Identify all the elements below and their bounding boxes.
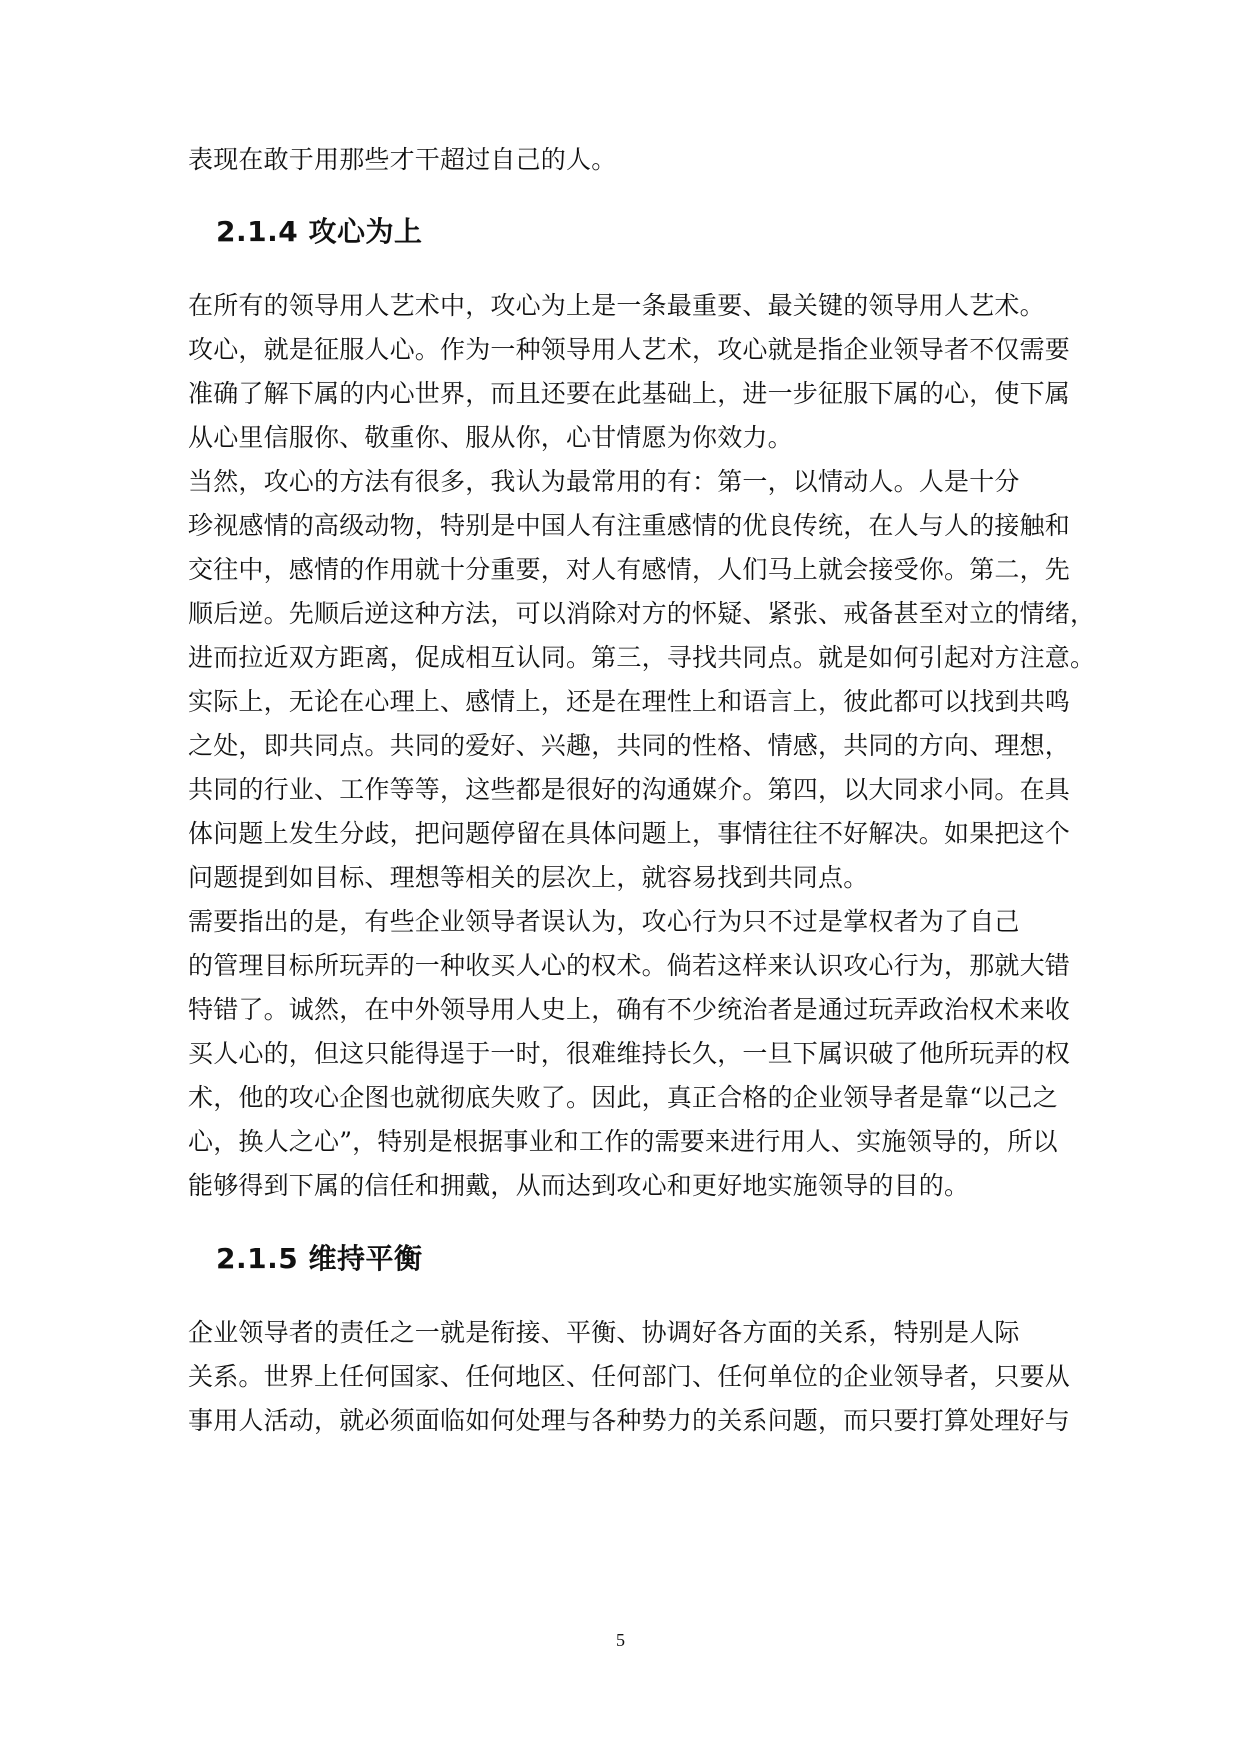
paragraph-line: 事用人活动，就必须面临如何处理与各种势力的关系问题，而只要打算处理好与	[188, 1406, 1071, 1435]
paragraph-line: 需要指出的是，有些企业领导者误认为，攻心行为只不过是掌权者为了自己	[188, 907, 1020, 936]
paragraph-line: 的管理目标所玩弄的一种收买人心的权术。倘若这样来认识攻心行为，那就大错	[188, 951, 1071, 980]
paragraph-line: 之处，即共同点。共同的爱好、兴趣，共同的性格、情感，共同的方向、理想，	[188, 731, 1071, 760]
paragraph-line: 关系。世界上任何国家、任何地区、任何部门、任何单位的企业领导者，只要从	[188, 1362, 1071, 1391]
paragraph-line: 术，他的攻心企图也就彻底失败了。因此，真正合格的企业领导者是靠“以己之	[188, 1083, 1058, 1112]
paragraph-line: 企业领导者的责任之一就是衔接、平衡、协调好各方面的关系，特别是人际	[188, 1318, 1020, 1347]
page-number: 5	[616, 1630, 625, 1650]
paragraph-line: 当然，攻心的方法有很多，我认为最常用的有：第一，以情动人。人是十分	[188, 467, 1020, 496]
paragraph-line: 能够得到下属的信任和拥戴，从而达到攻心和更好地实施领导的目的。	[188, 1171, 970, 1200]
paragraph-line: 心，换人之心”，特别是根据事业和工作的需要来进行用人、实施领导的，所以	[188, 1127, 1058, 1156]
section-heading-2-1-5: 2.1.5 维持平衡	[216, 1242, 423, 1275]
paragraph-line: 表现在敢于用那些才干超过自己的人。	[188, 145, 617, 174]
paragraph-line: 攻心，就是征服人心。作为一种领导用人艺术，攻心就是指企业领导者不仅需要	[188, 335, 1071, 364]
paragraph-line: 买人心的，但这只能得逞于一时，很难维持长久，一旦下属识破了他所玩弄的权	[188, 1039, 1071, 1068]
paragraph-line: 特错了。诚然，在中外领导用人史上，确有不少统治者是通过玩弄政治权术来收	[188, 995, 1071, 1024]
paragraph-line: 珍视感情的高级动物，特别是中国人有注重感情的优良传统，在人与人的接触和	[188, 511, 1071, 540]
paragraph-line: 交往中，感情的作用就十分重要，对人有感情，人们马上就会接受你。第二，先	[188, 555, 1071, 584]
paragraph-line: 问题提到如目标、理想等相关的层次上，就容易找到共同点。	[188, 863, 869, 892]
paragraph-line: 进而拉近双方距离，促成相互认同。第三，寻找共同点。就是如何引起对方注意。	[188, 643, 1096, 672]
paragraph-line: 在所有的领导用人艺术中，攻心为上是一条最重要、最关键的领导用人艺术。	[188, 291, 1045, 320]
section-heading-2-1-4: 2.1.4 攻心为上	[216, 215, 423, 248]
paragraph-line: 实际上，无论在心理上、感情上，还是在理性上和语言上，彼此都可以找到共鸣	[188, 687, 1071, 716]
paragraph-line: 共同的行业、工作等等，这些都是很好的沟通媒介。第四，以大同求小同。在具	[188, 775, 1071, 804]
paragraph-line: 从心里信服你、敬重你、服从你，心甘情愿为你效力。	[188, 423, 793, 452]
paragraph-line: 体问题上发生分歧，把问题停留在具体问题上，事情往往不好解决。如果把这个	[188, 819, 1071, 848]
paragraph-line: 准确了解下属的内心世界，而且还要在此基础上，进一步征服下属的心，使下属	[188, 379, 1071, 408]
paragraph-line: 顺后逆。先顺后逆这种方法，可以消除对方的怀疑、紧张、戒备甚至对立的情绪，	[188, 599, 1096, 628]
